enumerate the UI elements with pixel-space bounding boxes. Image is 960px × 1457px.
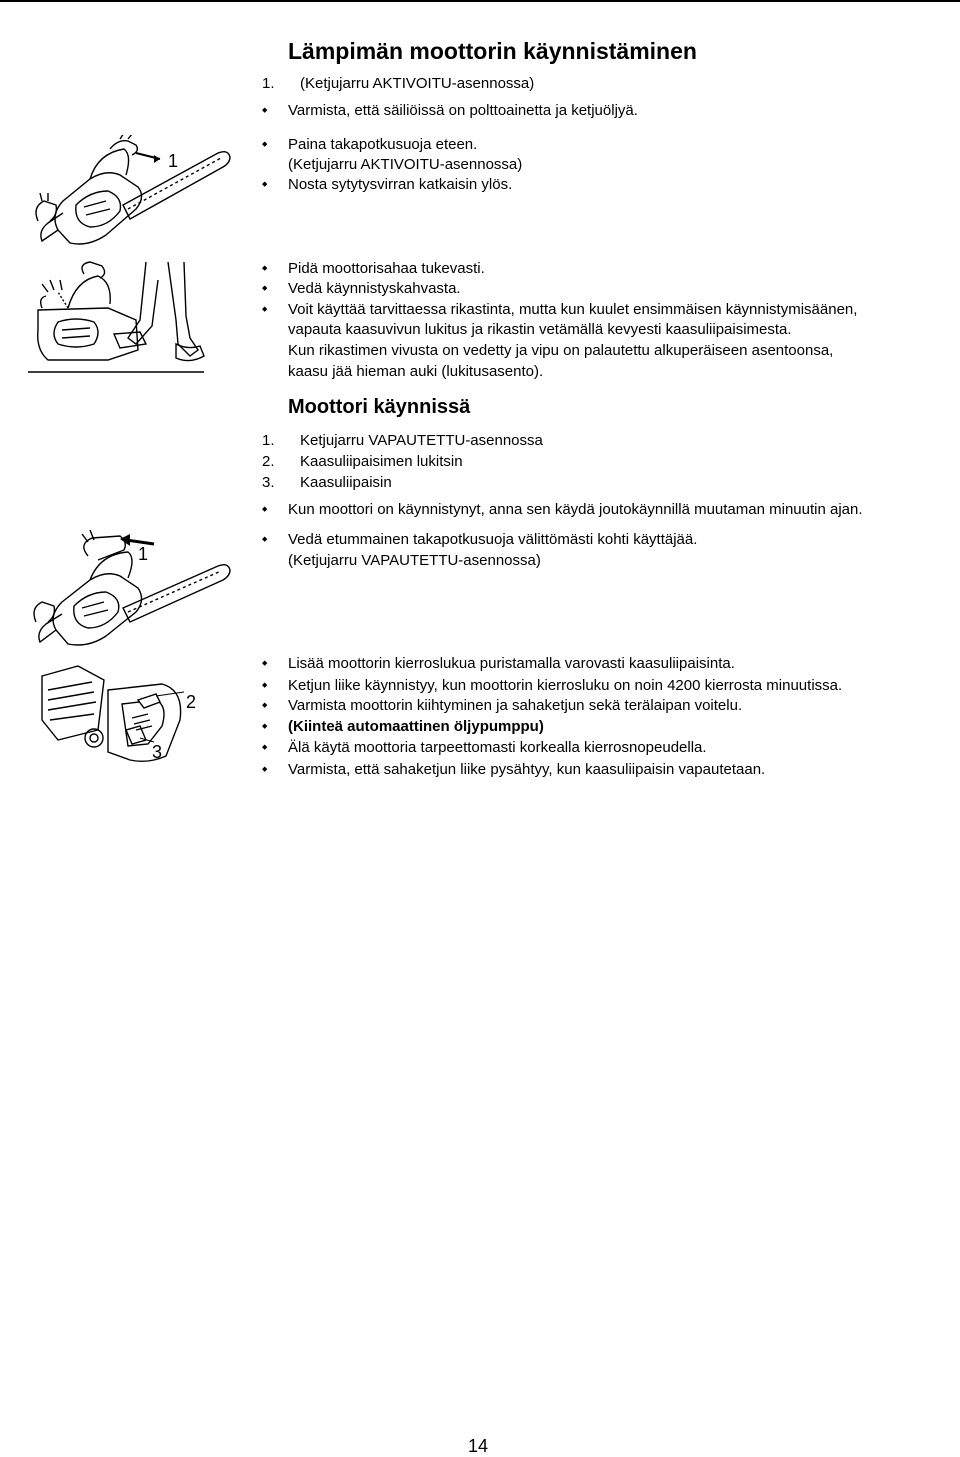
throttle-trigger-illustration [38, 660, 208, 770]
instruction-line: Varmista, että säiliöissä on polttoainetta ja ketjuöljyä. [288, 102, 638, 119]
bullet-icon [262, 696, 272, 714]
instruction-line: Pidä moottorisahaa tukevasti. [288, 260, 485, 277]
step-text: (Ketjujarru AKTIVOITU-asennossa) [300, 75, 535, 92]
instruction-line: (Ketjujarru VAPAUTETTU-asennossa) [288, 552, 541, 569]
step-text: Kaasuliipaisin [300, 474, 392, 491]
instruction-line: kaasu jää hieman auki (lukitusasento). [288, 363, 544, 380]
step-text: Kaasuliipaisimen lukitsin [300, 453, 463, 470]
chainsaw-brake-engaged-illustration [28, 135, 238, 250]
bullet-icon [262, 654, 272, 672]
bullet-icon [262, 279, 272, 297]
instruction-line: Älä käytä moottoria tarpeettomasti korkealla kierrosnopeudella. [288, 739, 707, 756]
instruction-line: Kun moottori on käynnistynyt, anna sen käydä joutokäynnillä muutaman minuutin ajan. [288, 501, 863, 518]
chainsaw-brake-released-illustration [28, 530, 238, 650]
bullet-icon [262, 300, 272, 318]
instruction-line: Vedä käynnistyskahvasta. [288, 280, 461, 297]
figure-callout-number: 3 [152, 742, 163, 762]
bullet-icon [262, 760, 272, 778]
bullet-icon [262, 738, 272, 756]
step-number: 1. [262, 432, 275, 449]
instruction-line: Kun rikastimen vivusta on vedetty ja vipu on palautettu alkuperäiseen asentoonsa, [288, 342, 834, 359]
figure-callout-number: 2 [186, 692, 197, 712]
instruction-line-bold: (Kiinteä automaattinen öljypumppu) [288, 718, 544, 735]
instruction-line: Ketjun liike käynnistyy, kun moottorin kierrosluku on noin 4200 kierrosta minuutissa. [288, 677, 843, 694]
bullet-icon [262, 717, 272, 735]
bullet-icon [262, 101, 272, 119]
instruction-line: Voit käyttää tarvittaessa rikastinta, mutta kun kuulet ensimmäisen käynnistymisäänen, [288, 301, 858, 318]
instruction-line: Varmista moottorin kiihtyminen ja sahaketjun sekä terälaipan voitelu. [288, 697, 743, 714]
step-text: Ketjujarru VAPAUTETTU-asennossa [300, 432, 543, 449]
bullet-icon [262, 135, 272, 153]
instruction-line: Paina takapotkusuoja eteen. [288, 136, 478, 153]
instruction-line: vapauta kaasuvivun lukitus ja rikastin vetämällä kevyesti kaasuliipaisimesta. [288, 321, 792, 338]
step-number: 1. [262, 75, 275, 92]
bullet-icon [262, 500, 272, 518]
bullet-icon [262, 530, 272, 548]
instruction-line: Lisää moottorin kierroslukua puristamalla varovasti kaasuliipaisinta. [288, 655, 735, 672]
page-number: 14 [468, 1436, 489, 1456]
figure-callout-number: 1 [168, 151, 179, 171]
instruction-line: (Ketjujarru AKTIVOITU-asennossa) [288, 156, 523, 173]
bullet-icon [262, 259, 272, 277]
top-rule [0, 0, 960, 2]
figure-callout-number: 1 [138, 544, 149, 564]
step-number: 2. [262, 453, 275, 470]
page-title: Lämpimän moottorin käynnistäminen [288, 38, 697, 64]
bullet-icon [262, 175, 272, 193]
instruction-line: Nosta sytytysvirran katkaisin ylös. [288, 176, 513, 193]
instruction-line: Vedä etummainen takapotkusuoja välittömästi kohti käyttäjää. [288, 531, 698, 548]
bullet-icon [262, 676, 272, 694]
starting-chainsaw-illustration [28, 260, 208, 385]
step-number: 3. [262, 474, 275, 491]
instruction-line: Varmista, että sahaketjun liike pysähtyy, kun kaasuliipaisin vapautetaan. [288, 761, 766, 778]
section-heading: Moottori käynnissä [288, 396, 471, 418]
